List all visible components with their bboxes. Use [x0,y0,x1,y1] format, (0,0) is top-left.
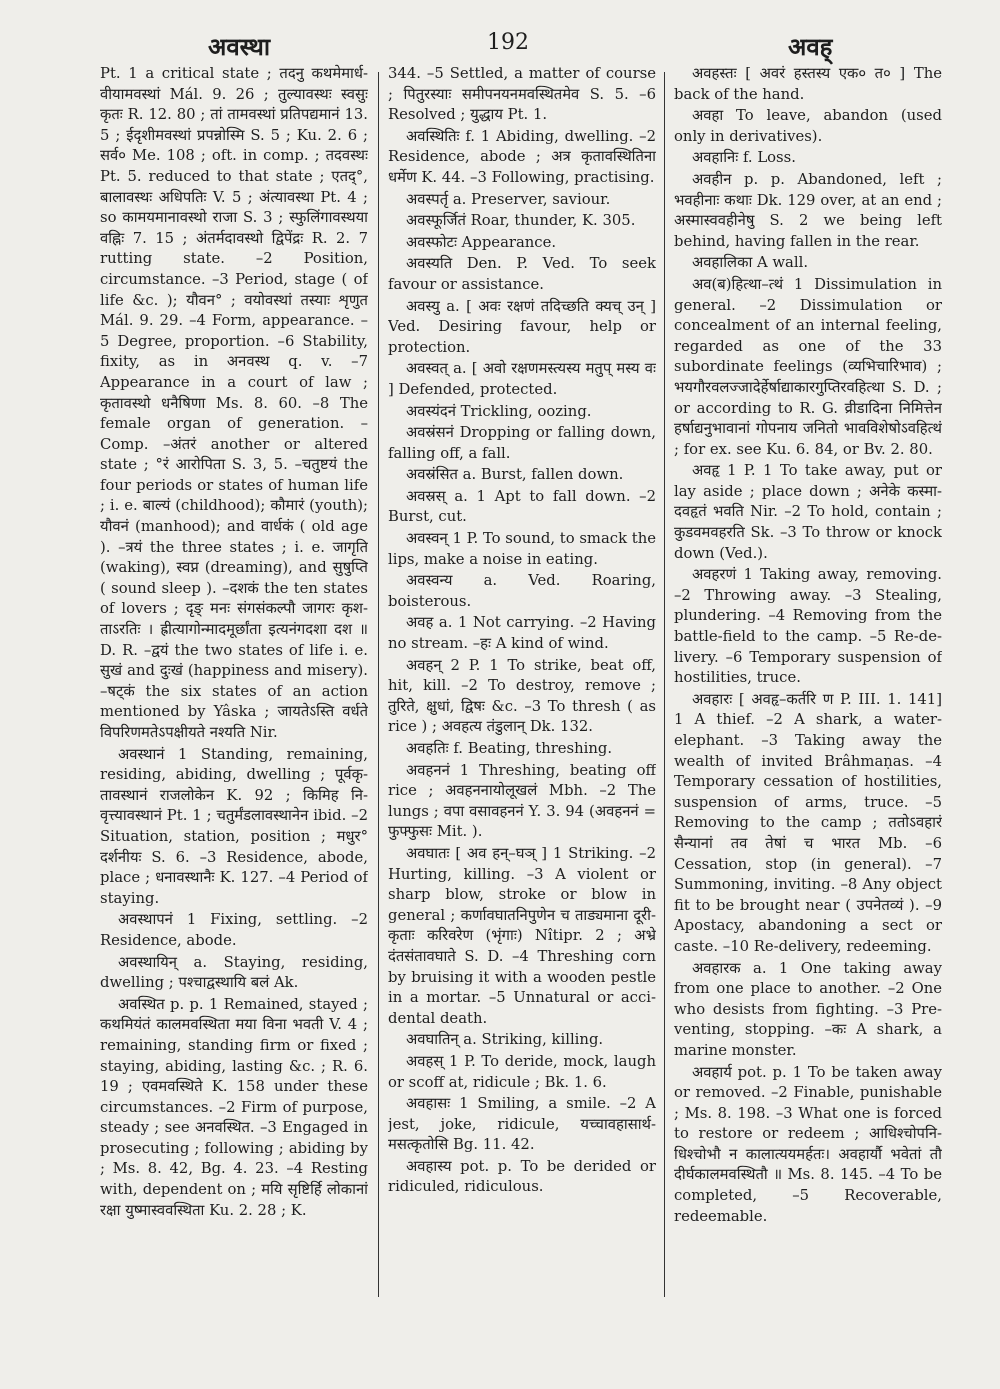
entry: अवस्यति Den. P. Ved. To seek favour or assistance. [388,255,656,293]
entry: अवस्रंसित a. Burst, fallen down. [406,466,624,484]
entry: अवस्वन्य a. Ved. Roaring, boisterous. [388,572,656,610]
entry: अवहानिः f. Loss. [692,149,796,167]
entry: अवहन् 2 P. 1 To strike, beat off, hit, kill. –2 To destroy, remove ; तुरिते, क्षुधां, द्विषः &c. –3 To thresh ( as rice ) ; अवहत्य तंडुलान् Dk. 132. [388,656,656,736]
entry: अवस्फोटः Appearance. [406,233,557,251]
entry: अवह a. 1 Not carrying. –2 Having no stream. –हः A kind of wind. [388,614,656,653]
entry: अव(ब)हित्था–त्थं 1 Dissimulation in general. –2 Dissimulation or concealment of an internal feeling, regarded as one of the 33 subordinate feelings (व्यभिचारिभाव) ; भयगौरवलज्जादेर्हेर्षाद्याकारगुप्तिरवहित्था S. D. ; or according to R. G. व्रीडादिना निमित्तेन हर्षाद्यनुभावानां गोपनाय जनितो भावविशेषोऽवहित्थं ; for ex. see Ku. 6. 84, or Bv. 2. 80. [674,275,942,458]
entry: अवहस्तः [ अवरं हस्तस्य एक० त० ] The back of the hand. [674,65,942,103]
entry: अवस्वन् 1 P. To sound, to smack the lips, make a noise in eating. [388,530,656,568]
entry: अवस्यु a. [ अवः रक्षणं तदिच्छति क्यच् उन् ] Ved. Desiring favour, help or protection. [388,297,656,356]
entry: अवस्वत् a. [ अवो रक्षणमस्त्यस्य मतुप् मस्य वः ] Defended, protected. [388,360,656,398]
entry: अवस्रस् a. 1 Apt to fall down. –2 Burst, cut. [388,487,656,526]
entry: अवस्फूर्जितं Roar, thunder, K. 305. [406,212,636,230]
entry: अवस्थापनं 1 Fixing, settling. –2 Residence, abode. [100,911,368,949]
entry: अवघातिन् a. Striking, killing. [406,1031,604,1049]
entry: अवहृ 1 P. 1 To take away, put or lay aside ; place down ; अनेके कस्मादवहृतं भवति Nir. –2 To hold, contain ; कुडवमवहरति Sk. –3 To throw or knock down (Ved.). [674,462,942,562]
column-divider [378,72,379,1297]
entry: अवस्थित p. p. 1 Remained, stayed ; कथमियंतं कालमवस्थिता मया विना भवती V. 4 ; remaining, standing firm or fixed ; staying, abiding, lasting &c. ; R. 6. 19 ; एवमवस्थिते K. 158 under these circumstances. –2 Firm of purpose, steady ; see अनवस्थित. –3 Engaged in prosecuting ; following ; abiding by ; Ms. 8. 42, Bg. 4. 23. –4 Resting with, dependent on ; मयि सृष्टिर्हि लोकानां रक्षा युष्मास्ववस्थिता Ku. 2. 28 ; K. [100,995,368,1219]
page-number: 192 [487,30,529,55]
column-right [674,64,942,1307]
entry: अवस्यंदनं Trickling, oozing. [406,402,592,420]
entry: अवहा To leave, abandon (used only in derivatives). [674,107,942,145]
entry: अवस्थितिः f. 1 Abiding, dwelling. –2 Residence, abode ; अत्र कृतावस्थितिना धर्मेण K. 44. –3 Following, practising. [388,127,656,186]
entry: अवहास्य pot. p. To be derided or ridiculed, ridiculous. [388,1157,656,1196]
entry: अवहारः [ अवहृ–कर्तरि ण P. III. 1. 141] 1 A thief. –2 A shark, a water-elephant. –3 Taking away the wealth of invited Brâhmaṇas. –4 Temporary cessation of hostilities, suspension of arms, truce. –5 Removing to the camp ; ततोऽवहारं सैन्यानां तव तेषां च भारत Mb. –6 Cessation, stop (in general). –7 Summoning, inviting. –8 Any object fit to be brought near ( उपनेतव्यं ). –9 Apostacy, abandoning a sect or caste. –10 Re-delivery, redeeming. [674,690,942,955]
column-divider [664,72,665,1297]
header-right-guide-word: अवह् [788,32,833,61]
entry: अवस्रंसनं Dropping or falling down, falling off, a fall. [388,424,656,462]
entry: अवस्पर्तृ a. Preserver, saviour. [406,190,611,208]
entry: अवहारक a. 1 One taking away from one place to another. –2 One who desists from fighting. –3 Preventing, stopping. –कः A shark, a marine monster. [674,959,942,1059]
entry: अवहरणं 1 Taking away, removing. –2 Throwing away. –3 Stealing, plundering. –4 Removing from the battle-field to the camp. –5 Re-delivery. –6 Temporary suspension of hostilities, truce. [674,566,942,687]
entry: अवघातः [ अव हन्–घञ् ] 1 Striking. –2 Hurting, killing. –3 A violent or sharp blow, stroke or blow in general ; कर्णावघातनिपुणेन च ताड्यमाना दूरीकृताः करिवरेण (भृंगाः) Nîtipr. 2 ; अभ्रे दंतसंतावघाते S. D. –4 Threshing corn by bruising it with a wooden pestle in a mortar. –5 Unnatural or accidental death. [388,844,656,1027]
entry: अवस्थायिन् a. Staying, residing, dwelling ; पश्चाद्वस्थायि बलं Ak. [100,953,368,992]
entry: अवहननं 1 Threshing, beating off rice ; अवहननायोलूखलं Mbh. –2 The lungs ; वपा वसावहननं Y. 3. 94 (अवहननं = फुफ्फुसः Mit. ). [388,761,656,841]
entry: अवहालिका A wall. [692,254,809,272]
entry: Pt. 1 a critical state ; तदनु कथमेमार्धवीयामवस्थां Mál. 9. 26 ; तुल्यावस्थः स्वसुः कृतः R. 12. 80 ; तां तामवस्थां प्रतिपद्यमानं 13. 5 ; ईदृशीमवस्थां प्रपन्नोस्मि S. 5 ; Ku. 2. 6 ; सर्व० Me. 108 ; oft. in comp. ; तदवस्थः Pt. 5. reduced to that state ; एतद्°, बालावस्थः अधिपतिः V. 5 ; अंत्यावस्था Pt. 4 ; so कामयमानावस्थो राजा S. 3 ; स्फुलिंगावस्थया वह्निः 7. 15 ; अंतर्मदावस्थो द्विपेंद्रः R. 2. 7 rutting state. –2 Position, circumstance. –3 Period, stage ( of life &c. ); यौवन° ; वयोवस्थां तस्याः शृणुत Mál. 9. 29. –4 Form, appearance. –5 Degree, proportion. –6 Stability, fixity, as in अनवस्थ q. v. –7 Appearance in a court of law ; कृतावस्थो धनैषिणा Ms. 8. 60. –8 The female organ of generation. –Comp. –अंतरं another or altered state ; °रं आरोपिता S. 3, 5. –चतुष्टयं the four periods or states of human life ; i. e. बाल्यं (childhood); कौमारं (youth); यौवनं (manhood); and वार्धकं ( old age ). –त्रयं the three states ; i. e. जागृति (waking), स्वप्न (dreaming), and सुषुप्ति ( sound sleep ). –दशकं the ten states of lovers ; दृङ् मनः संगसंकल्पौ जागरः कृशताऽरतिः । ह्रीत्यागोन्मादमूर्छांता इत्यनंगदशा दश ॥ D. R. –द्वयं the two states of life i. e. सुखं and दुःखं (happiness and misery). –षट्कं the six states of an action mentioned by Yâska ; जायतेऽस्ति वर्धते विपरिणमतेऽपक्षीयते नश्यति Nir. [100,65,368,741]
entry: अवहतिः f. Beating, threshing. [406,740,613,757]
entry: अवहस् 1 P. To deride, mock, laugh or scoff at, ridicule ; Bk. 1. 6. [388,1052,656,1091]
entry: अवहीन p. p. Abandoned, left ; भवहीनाः कथाः Dk. 129 over, at an end ; अस्मास्ववहीनेषु S. 2 we being left behind, having fallen in the rear. [674,170,942,250]
entry: अवहासः 1 Smiling, a smile. –2 A jest, joke, ridicule, यच्चावहासार्थमसत्कृतोसि Bg. 11. 42. [388,1095,656,1154]
column-middle [388,64,656,1307]
entry: अवस्थानं 1 Standing, remaining, residing, abiding, dwelling ; पूर्वकृतावस्थानं राजलोकेन K. 92 ; किमिह निवृत्त्यावस्थानं Pt. 1 ; चतुर्मंडलावस्थानेन ibid. –2 Situation, station, position ; मधुर° दर्शनीयः S. 6. –3 Residence, abode, place ; धनावस्थानैः K. 127. –4 Period of staying. [100,745,368,907]
entry: 344. –5 Settled, a matter of course ; पितुरस्याः समीपनयनमवस्थितमेव S. 5. –6 Resolved ; युद्धाय Pt. 1. [388,65,656,124]
header-left-guide-word: अवस्था [208,32,271,61]
entry: अवहार्य pot. p. 1 To be taken away or removed. –2 Finable, punishable ; Ms. 8. 198. –3 What one is forced to restore or redeem ; आधिश्चोपनिधिश्चोभौ न कालात्ययमर्हतः। अवहार्यौ भवेतां तौ दीर्घकालमवस्थितौ ॥ Ms. 8. 145. –4 To be completed, –5 Recoverable, redeemable. [674,1063,942,1225]
column-left [100,64,368,1307]
